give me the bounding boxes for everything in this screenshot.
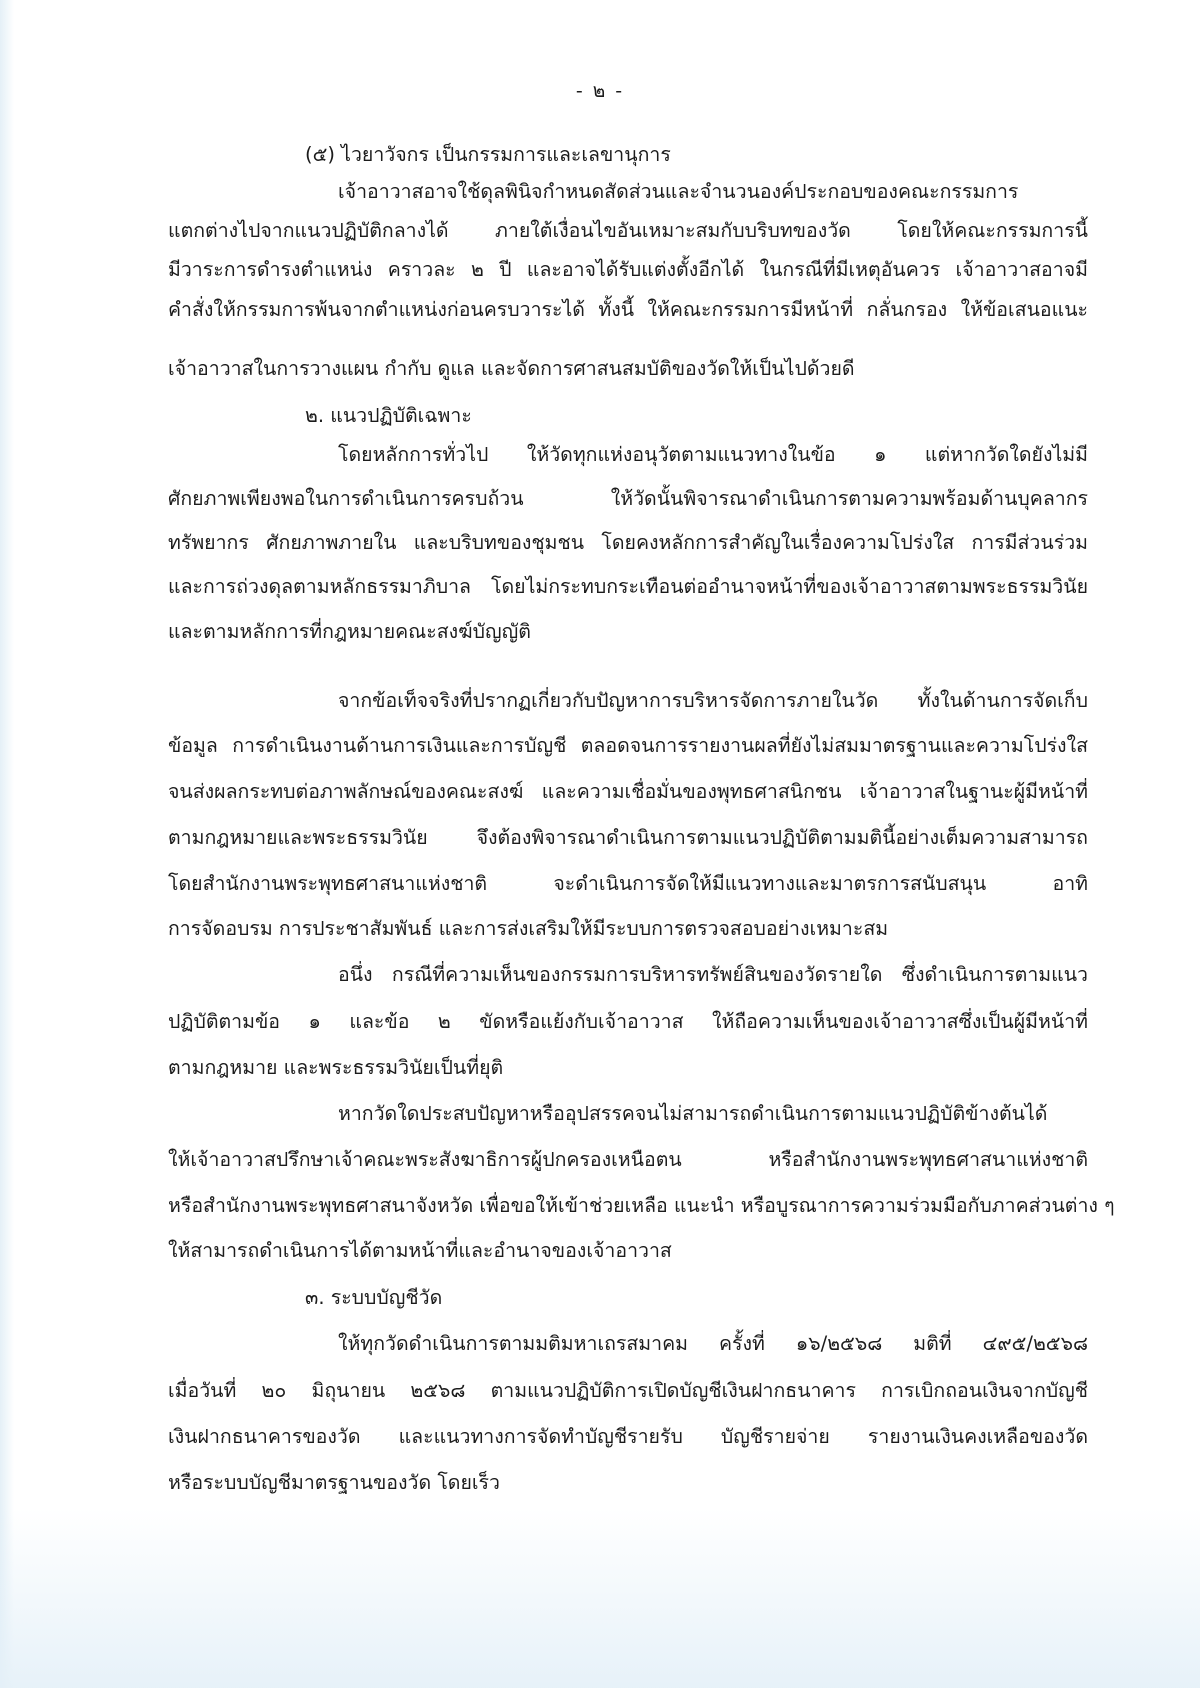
paragraph-line: จนส่งผลกระทบต่อภาพลักษณ์ของคณะสงฆ์ และความเชื่อมั่นของพุทธศาสนิกชน เจ้าอาวาสในฐานะผู้มีหน้าที่ xyxy=(168,780,1088,803)
paragraph-line: โดยหลักการทั่วไป ให้วัดทุกแห่งอนุวัตตามแนวทางในข้อ ๑ แต่หากวัดใดยังไม่มี xyxy=(338,443,1088,466)
paragraph-line: เงินฝากธนาคารของวัด และแนวทางการจัดทำบัญชีรายรับ บัญชีรายจ่าย รายงานเงินคงเหลือของวัด xyxy=(168,1425,1088,1448)
paragraph-line: ให้สามารถดำเนินการได้ตามหน้าที่และอำนาจของเจ้าอาวาส xyxy=(168,1239,672,1262)
paragraph-line: ตามกฎหมายและพระธรรมวินัย จึงต้องพิจารณาดำเนินการตามแนวปฏิบัติตามมตินี้อย่างเต็มความสามารถ xyxy=(168,826,1088,849)
paragraph-line: ให้เจ้าอาวาสปรึกษาเจ้าคณะพระสังฆาธิการผู้ปกครองเหนือตน หรือสำนักงานพระพุทธศาสนาแห่งชาติ xyxy=(168,1148,1088,1171)
paragraph-line: และตามหลักการที่กฎหมายคณะสงฆ์บัญญัติ xyxy=(168,620,531,643)
item-5-heading: (๕) ไวยาวัจกร เป็นกรรมการและเลขานุการ xyxy=(305,143,671,166)
paragraph-line: หรือระบบบัญชีมาตรฐานของวัด โดยเร็ว xyxy=(168,1471,500,1494)
paragraph-line: ปฏิบัติตามข้อ ๑ และข้อ ๒ ขัดหรือแย้งกับเจ้าอาวาส ให้ถือความเห็นของเจ้าอาวาสซึ่งเป็นผู้มีหน้าที่ xyxy=(168,1010,1088,1033)
paragraph-line: ข้อมูล การดำเนินงานด้านการเงินและการบัญชี ตลอดจนการรายงานผลที่ยังไม่สมมาตรฐานและความโปร่งใส xyxy=(168,734,1088,757)
paragraph-line: มีวาระการดำรงตำแหน่ง คราวละ ๒ ปี และอาจได้รับแต่งตั้งอีกได้ ในกรณีที่มีเหตุอันควร เจ้าอาวาสอาจมี xyxy=(168,258,1088,281)
section-3-heading: ๓. ระบบบัญชีวัด xyxy=(305,1286,443,1309)
paragraph-line: อนึ่ง กรณีที่ความเห็นของกรรมการบริหารทรัพย์สินของวัดรายใด ซึ่งดำเนินการตามแนว xyxy=(338,963,1088,986)
paragraph-line: เจ้าอาวาสในการวางแผน กำกับ ดูแล และจัดการศาสนสมบัติของวัดให้เป็นไปด้วยดี xyxy=(168,357,855,380)
paragraph-line: โดยสำนักงานพระพุทธศาสนาแห่งชาติ จะดำเนินการจัดให้มีแนวทางและมาตรการสนับสนุน อาทิ xyxy=(168,872,1088,895)
paragraph-line: ตามกฎหมาย และพระธรรมวินัยเป็นที่ยุติ xyxy=(168,1056,504,1079)
paragraph-line: จากข้อเท็จจริงที่ปรากฏเกี่ยวกับปัญหาการบริหารจัดการภายในวัด ทั้งในด้านการจัดเก็บ xyxy=(338,689,1088,712)
paragraph-line: และการถ่วงดุลตามหลักธรรมาภิบาล โดยไม่กระทบกระเทือนต่ออำนาจหน้าที่ของเจ้าอาวาสตามพระธรรมวินัย xyxy=(168,575,1088,598)
page-number: - ๒ - xyxy=(575,80,625,102)
section-2-heading: ๒. แนวปฏิบัติเฉพาะ xyxy=(305,404,472,427)
paragraph-line: เมื่อวันที่ ๒๐ มิถุนายน ๒๕๖๘ ตามแนวปฏิบัติการเปิดบัญชีเงินฝากธนาคาร การเบิกถอนเงินจากบัญชี xyxy=(168,1379,1088,1402)
paragraph-line: หรือสำนักงานพระพุทธศาสนาจังหวัด เพื่อขอให้เข้าช่วยเหลือ แนะนำ หรือบูรณาการความร่วมมือกับภาคส่วนต่าง ๆ xyxy=(168,1194,1115,1217)
paragraph-line: ศักยภาพเพียงพอในการดำเนินการครบถ้วน ให้วัดนั้นพิจารณาดำเนินการตามความพร้อมด้านบุคลากร xyxy=(168,487,1088,510)
paragraph-line: ให้ทุกวัดดำเนินการตามมติมหาเถรสมาคม ครั้งที่ ๑๖/๒๕๖๘ มติที่ ๔๙๕/๒๕๖๘ xyxy=(338,1332,1088,1355)
paragraph-line: การจัดอบรม การประชาสัมพันธ์ และการส่งเสริมให้มีระบบการตรวจสอบอย่างเหมาะสม xyxy=(168,917,889,940)
paragraph-line: ทรัพยากร ศักยภาพภายใน และบริบทของชุมชน โดยคงหลักการสำคัญในเรื่องความโปร่งใส การมีส่วนร่วม xyxy=(168,531,1088,554)
paragraph-line: เจ้าอาวาสอาจใช้ดุลพินิจกำหนดสัดส่วนและจำนวนองค์ประกอบของคณะกรรมการ xyxy=(338,180,1019,203)
paragraph-line: หากวัดใดประสบปัญหาหรืออุปสรรคจนไม่สามารถดำเนินการตามแนวปฏิบัติข้างต้นได้ xyxy=(338,1102,1048,1125)
paragraph-line: คำสั่งให้กรรมการพ้นจากตำแหน่งก่อนครบวาระได้ ทั้งนี้ ให้คณะกรรมการมีหน้าที่ กลั่นกรอง ให้ข้อเสนอแนะ xyxy=(168,298,1088,321)
paragraph-line: แตกต่างไปจากแนวปฏิบัติกลางได้ ภายใต้เงื่อนไขอันเหมาะสมกับบริบทของวัด โดยให้คณะกรรมการนี้ xyxy=(168,219,1088,242)
